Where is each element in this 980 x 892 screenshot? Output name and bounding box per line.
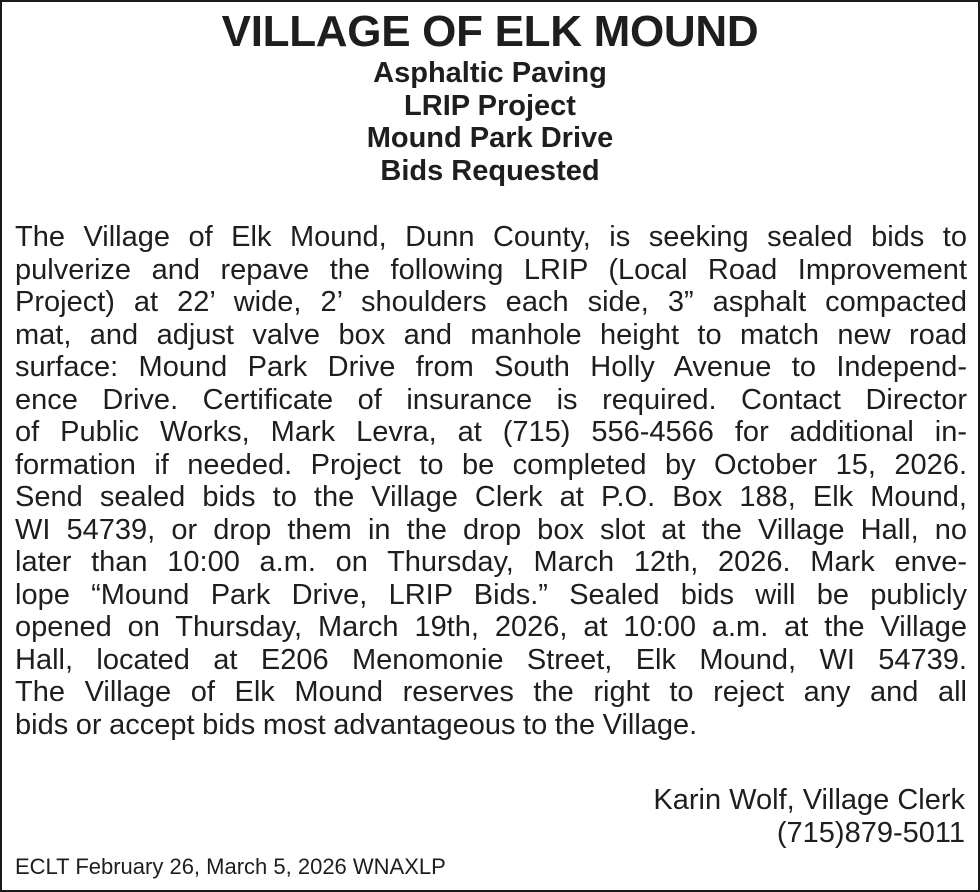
- body-line: later than 10:00 a.m. on Thursday, March 12th, 2026. Mark enve-: [15, 546, 967, 578]
- body-line: Hall, located at E206 Menomonie Street, Elk Mound, WI 54739.: [15, 643, 967, 676]
- body-line: lope “Mound Park Drive, LRIP Bids.” Sealed bids will be publicly: [15, 578, 967, 611]
- subtitle-status: Bids Requested: [380, 154, 600, 187]
- signature-phone: (715)879-5011: [776, 816, 965, 849]
- body-line: surface: Mound Park Drive from South Holly Avenue to Independ-: [15, 351, 967, 383]
- publication-reference: ECLT February 26, March 5, 2026 WNAXLP: [15, 854, 446, 879]
- subtitle-project-type: Asphaltic Paving: [373, 57, 607, 89]
- signature-block: [653, 784, 965, 849]
- body-line: ence Drive. Certificate of insurance is required. Contact Director: [15, 383, 967, 416]
- body-line: bids or accept bids most advantageous to the Village.: [15, 708, 698, 741]
- body-line: formation if needed. Project to be completed by October 15, 2026.: [15, 448, 967, 481]
- body-line: Send sealed bids to the Village Clerk at P.O. Box 188, Elk Mound,: [15, 481, 967, 513]
- notice-title: VILLAGE OF ELK MOUND: [221, 7, 759, 56]
- body-line: of Public Works, Mark Levra, at (715) 556-4566 for additional in-: [15, 416, 967, 448]
- notice-body: [15, 221, 967, 741]
- body-line: pulverize and repave the following LRIP (Local Road Improvement: [15, 253, 967, 286]
- body-line: WI 54739, or drop them in the drop box slot at the Village Hall, no: [15, 513, 967, 546]
- signature-name: Karin Wolf, Village Clerk: [653, 784, 965, 816]
- body-line: opened on Thursday, March 19th, 2026, at 10:00 a.m. at the Village: [15, 611, 967, 643]
- subtitle-program: LRIP Project: [404, 89, 576, 122]
- body-line: The Village of Elk Mound, Dunn County, is seeking sealed bids to: [15, 221, 967, 253]
- notice-subtitles: [2, 57, 978, 187]
- body-line: Project) at 22’ wide, 2’ shoulders each side, 3” asphalt compacted: [15, 286, 967, 318]
- body-line: mat, and adjust valve box and manhole height to match new road: [15, 318, 967, 351]
- subtitle-location: Mound Park Drive: [366, 122, 614, 154]
- body-line: The Village of Elk Mound reserves the right to reject any and all: [15, 676, 967, 708]
